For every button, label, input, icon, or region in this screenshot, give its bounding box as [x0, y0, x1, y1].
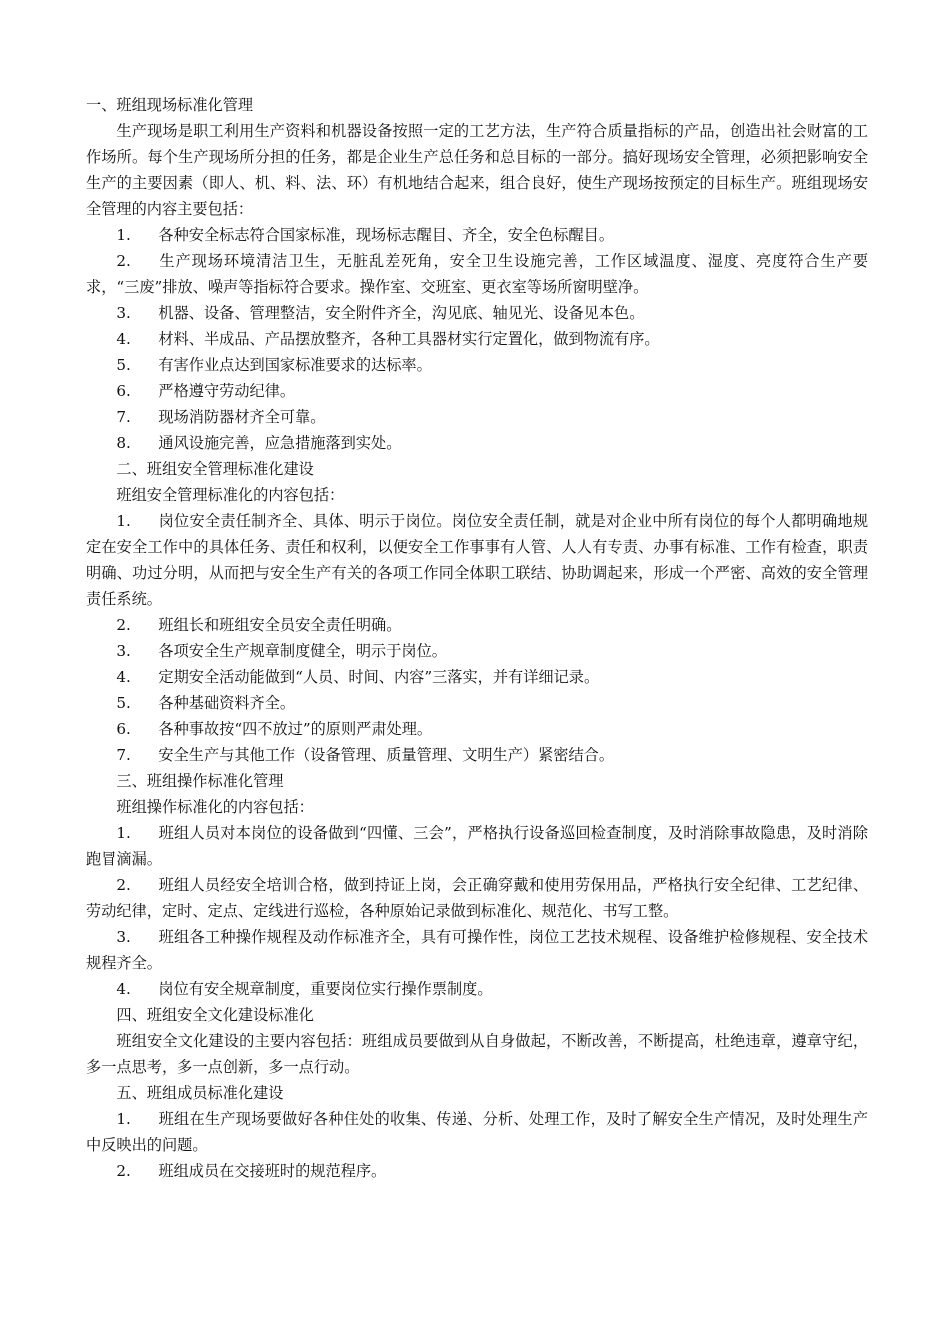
- list-item: [86, 1158, 868, 1184]
- list-item-number: 1.: [116, 1110, 131, 1128]
- list-item-number: 2.: [116, 616, 131, 634]
- list-item: [86, 924, 868, 976]
- section-intro: 班组操作标准化的内容包括：: [116, 798, 314, 816]
- list-item: [86, 742, 868, 768]
- list-item-number: 6.: [116, 382, 131, 400]
- list-item-text: 定期安全活动能做到“人员、时间、内容”三落实，并有详细记录。: [158, 668, 600, 686]
- list-item: [86, 300, 868, 326]
- list-item: [86, 248, 868, 300]
- list-item: [86, 508, 868, 612]
- list-item-text: 岗位有安全规章制度，重要岗位实行操作票制度。: [158, 980, 493, 998]
- list-item-number: 6.: [116, 720, 131, 738]
- list-item: [86, 430, 868, 456]
- list-item-number: 2.: [116, 1162, 131, 1180]
- list-item-text: 材料、半成品、产品摆放整齐，各种工具器材实行定置化，做到物流有序。: [158, 330, 660, 348]
- list-item: [86, 404, 868, 430]
- list-item: [86, 638, 868, 664]
- list-item-text: 班组各工种操作规程及动作标准齐全，具有可操作性，岗位工艺技术规程、设备维护检修规程、安全技术规程齐全。: [86, 928, 868, 972]
- section-intro: 班组安全管理标准化的内容包括：: [116, 486, 345, 504]
- list-item: [86, 378, 868, 404]
- list-item: [86, 1106, 868, 1158]
- list-item-text: 各种安全标志符合国家标准，现场标志醒目、齐全，安全色标醒目。: [158, 226, 615, 244]
- list-item-text: 各种事故按“四不放过”的原则严肃处理。: [158, 720, 433, 738]
- list-item-number: 3.: [116, 928, 131, 946]
- list-item: [86, 664, 868, 690]
- list-item-number: 4.: [116, 330, 131, 348]
- list-item: [86, 352, 868, 378]
- list-item-text: 现场消防器材齐全可靠。: [158, 408, 326, 426]
- list-item-number: 3.: [116, 304, 131, 322]
- list-item-text: 通风设施完善，应急措施落到实处。: [158, 434, 402, 452]
- list-item: [86, 612, 868, 638]
- list-item: [86, 690, 868, 716]
- list-item: [86, 326, 868, 352]
- list-item: [86, 872, 868, 924]
- list-item-text: 安全生产与其他工作（设备管理、质量管理、文明生产）紧密结合。: [158, 746, 615, 764]
- section-heading: 四、班组安全文化建设标准化: [116, 1006, 314, 1024]
- section-heading: 一、班组现场标准化管理: [86, 96, 254, 114]
- list-item-number: 1.: [116, 512, 131, 530]
- list-item-text: 各种基础资料齐全。: [158, 694, 296, 712]
- list-item-text: 机器、设备、管理整洁，安全附件齐全，沟见底、轴见光、设备见本色。: [158, 304, 645, 322]
- list-item-text: 班组人员对本岗位的设备做到“四懂、三会”，严格执行设备巡回检查制度，及时消除事故隐患，及时消除跑冒滴漏。: [86, 824, 868, 868]
- list-item-number: 5.: [116, 356, 131, 374]
- list-item-text: 生产现场环境清洁卫生，无脏乱差死角，安全卫生设施完善，工作区域温度、湿度、亮度符合生产要求，“三废”排放、噪声等指标符合要求。操作室、交班室、更衣室等场所窗明壁净。: [86, 252, 868, 296]
- list-item-number: 7.: [116, 746, 131, 764]
- list-item-text: 严格遵守劳动纪律。: [158, 382, 296, 400]
- list-item-text: 有害作业点达到国家标准要求的达标率。: [158, 356, 432, 374]
- list-item-number: 1.: [116, 824, 131, 842]
- list-item: [86, 716, 868, 742]
- document-body: [86, 92, 868, 1184]
- list-item-text: 班组人员经安全培训合格，做到持证上岗，会正确穿戴和使用劳保用品，严格执行安全纪律、工艺纪律、劳动纪律，定时、定点、定线进行巡检，各种原始记录做到标准化、规范化、书写工整。: [86, 876, 868, 920]
- section-heading: 三、班组操作标准化管理: [116, 772, 284, 790]
- list-item-number: 3.: [116, 642, 131, 660]
- list-item-number: 2.: [116, 876, 131, 894]
- list-item-number: 2.: [116, 252, 131, 270]
- section-heading: 二、班组安全管理标准化建设: [116, 460, 314, 478]
- list-item-number: 8.: [116, 434, 131, 452]
- list-item-text: 岗位安全责任制齐全、具体、明示于岗位。岗位安全责任制，就是对企业中所有岗位的每个人都明确地规定在安全工作中的具体任务、责任和权利，以便安全工作事事有人管、人人有专责、办事有标准、工作有检查，职责明确、功过分明，从而把与安全生产有关的各项工作同全体职工联结、协助调起来，形成一个严密、高效的安全管理责任系统。: [86, 512, 868, 608]
- list-item-number: 5.: [116, 694, 131, 712]
- list-item-number: 7.: [116, 408, 131, 426]
- list-item: [86, 976, 868, 1002]
- section-heading: 五、班组成员标准化建设: [116, 1084, 284, 1102]
- list-item: [86, 222, 868, 248]
- list-item-number: 4.: [116, 668, 131, 686]
- list-item-number: 1.: [116, 226, 131, 244]
- list-item: [86, 820, 868, 872]
- list-item-text: 班组在生产现场要做好各种住处的收集、传递、分析、处理工作，及时了解安全生产情况，及时处理生产中反映出的问题。: [86, 1110, 868, 1154]
- section-intro: 生产现场是职工利用生产资料和机器设备按照一定的工艺方法，生产符合质量指标的产品，创造出社会财富的工作场所。每个生产现场所分担的任务，都是企业生产总任务和总目标的一部分。搞好现场安全管理，必须把影响安全生产的主要因素（即人、机、料、法、环）有机地结合起来，组合良好，使生产现场按预定的目标生产。班组现场安全管理的内容主要包括：: [86, 122, 868, 218]
- section-intro: 班组安全文化建设的主要内容包括：班组成员要做到从自身做起，不断改善，不断提高，杜绝违章，遵章守纪，多一点思考，多一点创新，多一点行动。: [86, 1032, 868, 1076]
- list-item-text: 各项安全生产规章制度健全，明示于岗位。: [158, 642, 447, 660]
- list-item-text: 班组长和班组安全员安全责任明确。: [158, 616, 402, 634]
- list-item-text: 班组成员在交接班时的规范程序。: [158, 1162, 387, 1180]
- list-item-number: 4.: [116, 980, 131, 998]
